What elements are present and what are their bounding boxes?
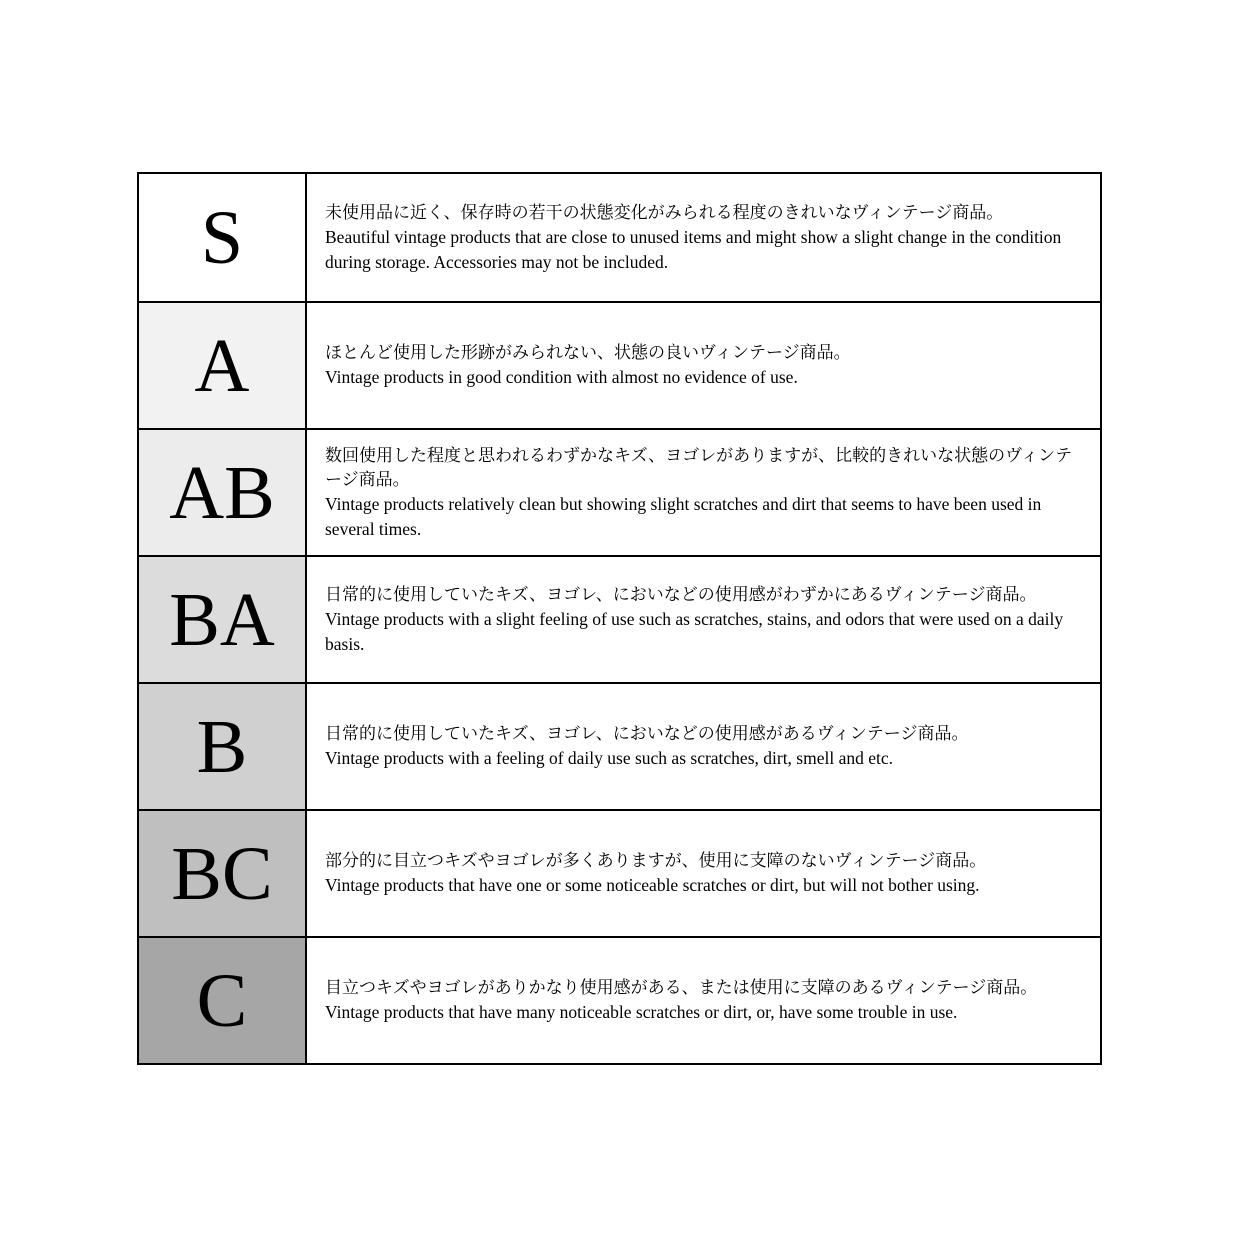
grade-letter: A [194, 323, 250, 408]
description-japanese: 日常的に使用していたキズ、ヨゴレ、においなどの使用感があるヴィンテージ商品。 [325, 724, 969, 744]
grade-letter: BC [171, 831, 273, 916]
description-japanese: 目立つキズやヨゴレがありかなり使用感がある、または使用に支障のあるヴィンテージ商品。 [325, 978, 1038, 998]
description-cell [307, 430, 1100, 555]
description-english: Vintage products that have one or some noticeable scratches or dirt, but will not bother using. [325, 875, 980, 896]
description-japanese: 未使用品に近く、保存時の若干の状態変化がみられる程度のきれいなヴィンテージ商品。 [325, 202, 1004, 222]
grade-letter: AB [169, 450, 275, 535]
grade-letter: C [196, 958, 248, 1043]
grade-cell [139, 938, 307, 1063]
grade-cell [139, 557, 307, 682]
description-japanese: ほとんど使用した形跡がみられない、状態の良いヴィンテージ商品。 [325, 343, 851, 363]
description-cell [307, 303, 1100, 428]
description-english: Vintage products with a slight feeling of use such as scratches, stains, and odors that were used on a daily basis. [325, 608, 1064, 654]
description-english: Vintage products with a feeling of daily use such as scratches, dirt, smell and etc. [325, 748, 894, 769]
grade-row-s [139, 174, 1100, 301]
description-japanese: 数回使用した程度と思われるわずかなキズ、ヨゴレがありますが、比較的きれいな状態のヴィンテージ商品。 [325, 445, 1073, 489]
description-english: Vintage products relatively clean but showing slight scratches and dirt that seems to have been used in several times. [325, 493, 1042, 539]
grade-row-bc [139, 809, 1100, 936]
grade-letter: B [196, 704, 248, 789]
grade-cell [139, 684, 307, 809]
description-english: Beautiful vintage products that are close to unused items and might show a slight change in the condition during storage. Accessories may not be included. [325, 226, 1062, 272]
grade-row-ba [139, 555, 1100, 682]
grade-row-a [139, 301, 1100, 428]
description-japanese: 日常的に使用していたキズ、ヨゴレ、においなどの使用感がわずかにあるヴィンテージ商品。 [325, 584, 1037, 604]
description-cell [307, 684, 1100, 809]
grade-cell [139, 303, 307, 428]
grade-row-c [139, 936, 1100, 1063]
grade-row-ab [139, 428, 1100, 555]
grade-letter: BA [169, 577, 275, 662]
grade-cell [139, 811, 307, 936]
grade-row-b [139, 682, 1100, 809]
description-english: Vintage products that have many noticeable scratches or dirt, or, have some trouble in use. [325, 1002, 958, 1023]
description-cell [307, 811, 1100, 936]
condition-grade-table [137, 172, 1102, 1065]
description-japanese: 部分的に目立つキズやヨゴレが多くありますが、使用に支障のないヴィンテージ商品。 [325, 851, 987, 871]
grade-cell [139, 174, 307, 301]
description-cell [307, 174, 1100, 301]
grade-letter: S [200, 195, 244, 280]
description-english: Vintage products in good condition with almost no evidence of use. [325, 367, 798, 388]
description-cell [307, 557, 1100, 682]
grade-cell [139, 430, 307, 555]
description-cell [307, 938, 1100, 1063]
